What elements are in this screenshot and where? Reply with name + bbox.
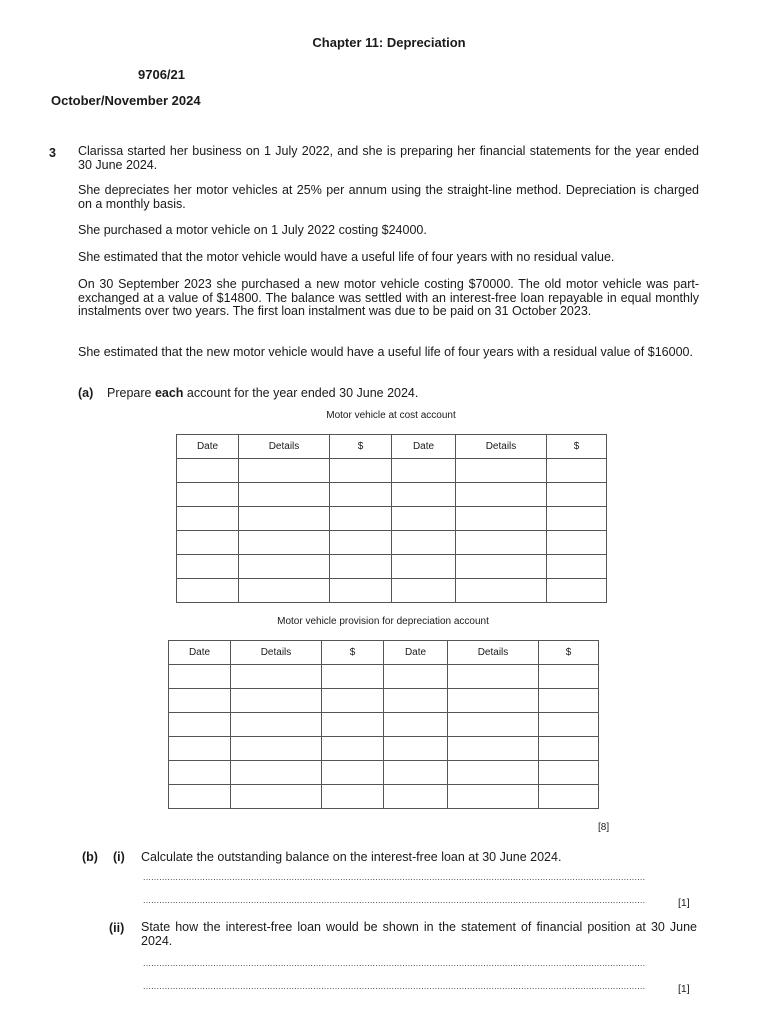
- ledger-row: [177, 483, 607, 507]
- answer-cell[interactable]: [231, 689, 322, 713]
- answer-cell[interactable]: [384, 713, 448, 737]
- column-header: Date: [384, 641, 448, 665]
- column-header: $: [539, 641, 599, 665]
- answer-cell[interactable]: [231, 737, 322, 761]
- answer-cell[interactable]: [392, 483, 456, 507]
- answer-cell[interactable]: [177, 555, 239, 579]
- answer-cell[interactable]: [322, 713, 384, 737]
- answer-cell[interactable]: [231, 785, 322, 809]
- answer-cell[interactable]: [177, 531, 239, 555]
- ledger-table-depreciation: [168, 640, 599, 809]
- answer-cell[interactable]: [456, 579, 547, 603]
- ledger-title-cost: Motor vehicle at cost account: [326, 410, 456, 421]
- ledger-row: [177, 579, 607, 603]
- column-header: Details: [448, 641, 539, 665]
- answer-cell[interactable]: [322, 761, 384, 785]
- column-header: Details: [231, 641, 322, 665]
- ledger-row: [177, 531, 607, 555]
- answer-cell[interactable]: [539, 785, 599, 809]
- part-b-i-label: (i): [113, 850, 125, 864]
- answer-cell[interactable]: [322, 665, 384, 689]
- answer-cell[interactable]: [384, 665, 448, 689]
- ledger-row: [169, 737, 599, 761]
- part-a-label: (a): [78, 386, 94, 400]
- answer-cell[interactable]: [456, 531, 547, 555]
- answer-cell[interactable]: [239, 531, 330, 555]
- answer-cell[interactable]: [539, 689, 599, 713]
- answer-cell[interactable]: [330, 483, 392, 507]
- answer-cell[interactable]: [239, 459, 330, 483]
- answer-cell[interactable]: [330, 579, 392, 603]
- answer-cell[interactable]: [330, 531, 392, 555]
- answer-cell[interactable]: [547, 459, 607, 483]
- answer-cell[interactable]: [330, 507, 392, 531]
- answer-cell[interactable]: [456, 483, 547, 507]
- answer-cell[interactable]: [322, 737, 384, 761]
- answer-cell[interactable]: [456, 555, 547, 579]
- question-paragraph: She estimated that the new motor vehicle would have a useful life of four years with a residual value of $16000.: [78, 345, 693, 359]
- ledger-table-cost: [176, 434, 607, 603]
- answer-cell[interactable]: [547, 483, 607, 507]
- answer-cell[interactable]: [547, 531, 607, 555]
- answer-cell[interactable]: [547, 555, 607, 579]
- answer-cell[interactable]: [239, 579, 330, 603]
- answer-cell[interactable]: [392, 555, 456, 579]
- answer-cell[interactable]: [539, 761, 599, 785]
- ledger-row: [169, 761, 599, 785]
- part-a-text-end: account for the year ended 30 June 2024.: [183, 386, 419, 400]
- answer-cell[interactable]: [169, 737, 231, 761]
- column-header: Details: [456, 435, 547, 459]
- answer-cell[interactable]: [448, 713, 539, 737]
- question-paragraph: Clarissa started her business on 1 July 2022, and she is preparing her financial statements for the year ended 30 June 2024.: [78, 144, 699, 172]
- answer-cell[interactable]: [231, 761, 322, 785]
- part-b-ii-question: State how the interest-free loan would be shown in the statement of financial position at 30 June 2024.: [141, 920, 697, 948]
- part-a-mark: [8]: [598, 822, 610, 833]
- question-number: 3: [49, 146, 56, 160]
- answer-cell[interactable]: [330, 555, 392, 579]
- answer-cell[interactable]: [448, 761, 539, 785]
- part-b-ii-label: (ii): [109, 921, 125, 935]
- answer-cell[interactable]: [392, 579, 456, 603]
- part-b-i-mark: [1]: [678, 897, 690, 909]
- answer-cell[interactable]: [384, 737, 448, 761]
- ledger-header-row: [169, 641, 599, 665]
- answer-cell[interactable]: [547, 579, 607, 603]
- part-a-text-start: Prepare: [107, 386, 155, 400]
- answer-cell[interactable]: [177, 483, 239, 507]
- part-a-text-emphasis: each: [154, 386, 184, 400]
- part-b-ii-mark: [1]: [678, 983, 690, 995]
- answer-cell[interactable]: [384, 785, 448, 809]
- question-paragraph: She depreciates her motor vehicles at 25% per annum using the straight-line method. Depreciation is charged on a monthly basis.: [78, 183, 699, 211]
- ledger-row: [169, 713, 599, 737]
- ledger-row: [177, 459, 607, 483]
- answer-cell[interactable]: [239, 507, 330, 531]
- answer-cell[interactable]: [239, 555, 330, 579]
- column-header: $: [322, 641, 384, 665]
- answer-cell[interactable]: [169, 713, 231, 737]
- question-paragraph: On 30 September 2023 she purchased a new motor vehicle costing $70000. The old motor vehicle was part-exchanged at a value of $14800. The balance was settled with an interest-free loan repayable in equal monthly instalments over two years. The first loan instalment was due to be paid on 31 October 2023.: [78, 277, 699, 318]
- column-header: Date: [177, 435, 239, 459]
- answer-cell[interactable]: [231, 665, 322, 689]
- answer-cell[interactable]: [231, 713, 322, 737]
- answer-cell[interactable]: [330, 459, 392, 483]
- answer-cell[interactable]: [456, 459, 547, 483]
- part-b-label: (b): [82, 850, 98, 864]
- answer-cell[interactable]: [392, 459, 456, 483]
- column-header: $: [330, 435, 392, 459]
- answer-cell[interactable]: [547, 507, 607, 531]
- answer-cell[interactable]: [177, 579, 239, 603]
- answer-cell[interactable]: [177, 507, 239, 531]
- ledger-row: [169, 665, 599, 689]
- answer-cell[interactable]: [322, 785, 384, 809]
- answer-cell[interactable]: [539, 713, 599, 737]
- paper-code: 9706/21: [138, 67, 185, 82]
- ledger-row: [177, 507, 607, 531]
- question-paragraph: She purchased a motor vehicle on 1 July 2022 costing $24000.: [78, 223, 427, 237]
- chapter-title: Chapter 11: Depreciation: [312, 35, 466, 50]
- column-header: Date: [392, 435, 456, 459]
- answer-line[interactable]: ..........................................................................................................................................................................................: [143, 895, 646, 905]
- part-b-i-question: Calculate the outstanding balance on the interest-free loan at 30 June 2024.: [141, 850, 562, 864]
- ledger-row: [169, 785, 599, 809]
- answer-cell[interactable]: [169, 761, 231, 785]
- answer-cell[interactable]: [448, 737, 539, 761]
- answer-line[interactable]: ..........................................................................................................................................................................................: [143, 958, 646, 968]
- ledger-title-depreciation: Motor vehicle provision for depreciation account: [277, 616, 489, 627]
- ledger-header-row: [177, 435, 607, 459]
- answer-cell[interactable]: [169, 665, 231, 689]
- column-header: $: [547, 435, 607, 459]
- column-header: Date: [169, 641, 231, 665]
- answer-cell[interactable]: [448, 689, 539, 713]
- exam-session: October/November 2024: [51, 93, 201, 108]
- answer-cell[interactable]: [392, 507, 456, 531]
- answer-cell[interactable]: [456, 507, 547, 531]
- answer-cell[interactable]: [169, 689, 231, 713]
- answer-cell[interactable]: [384, 689, 448, 713]
- answer-cell[interactable]: [322, 689, 384, 713]
- answer-cell[interactable]: [539, 737, 599, 761]
- ledger-row: [169, 689, 599, 713]
- answer-cell[interactable]: [392, 531, 456, 555]
- column-header: Details: [239, 435, 330, 459]
- answer-cell[interactable]: [448, 665, 539, 689]
- answer-cell[interactable]: [448, 785, 539, 809]
- answer-cell[interactable]: [169, 785, 231, 809]
- answer-cell[interactable]: [239, 483, 330, 507]
- answer-line[interactable]: ..........................................................................................................................................................................................: [143, 872, 646, 882]
- answer-line[interactable]: ..........................................................................................................................................................................................: [143, 981, 646, 991]
- question-paragraph: She estimated that the motor vehicle would have a useful life of four years with no residual value.: [78, 250, 615, 264]
- answer-cell[interactable]: [177, 459, 239, 483]
- answer-cell[interactable]: [539, 665, 599, 689]
- answer-cell[interactable]: [384, 761, 448, 785]
- ledger-row: [177, 555, 607, 579]
- part-a-instruction: [107, 386, 418, 400]
